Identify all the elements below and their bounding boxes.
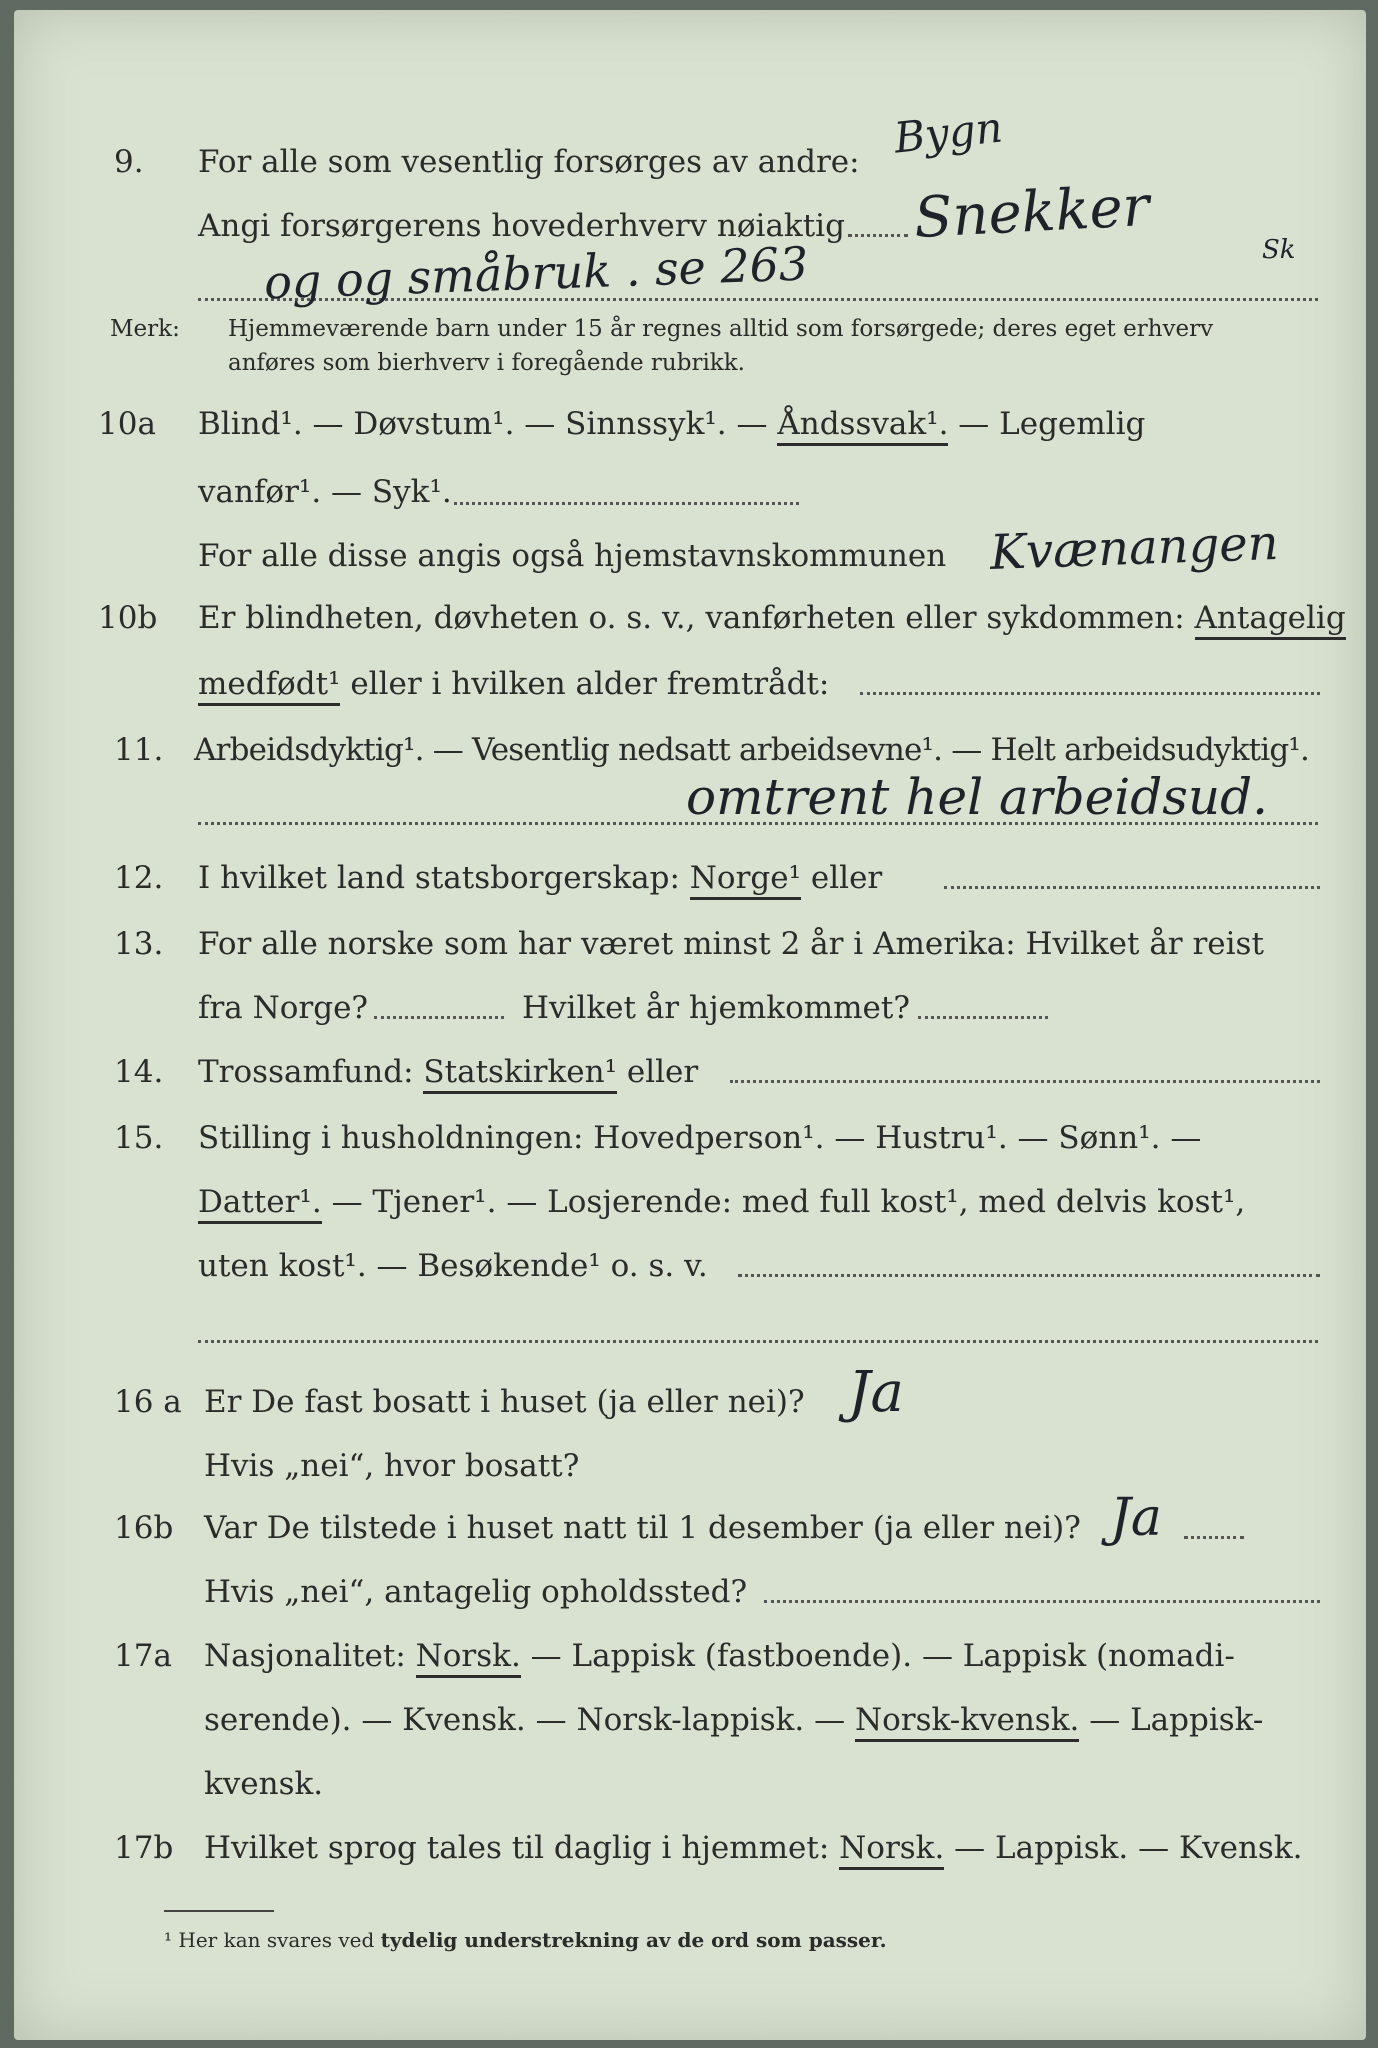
q15-tjener: — Tjener¹. — Losjerende: med full kost¹, med delvis kost¹, [331,1184,1246,1220]
q15-extra-line [198,1340,1318,1343]
q16a-handwritten-answer: Ja [848,1360,904,1425]
q10a-line2: vanfør¹. — Syk¹. [198,474,452,510]
q9-handwritten-margin: Sk [1262,235,1296,265]
q12-number: 12. [114,860,164,896]
q14-question: Trossamfund: [198,1054,414,1090]
q10a-handwritten-answer: Kvænangen [989,514,1280,582]
q15-line2 [198,1182,1245,1222]
q14-eller: eller [626,1054,699,1090]
q9-handwritten-answer: Snekker [912,173,1151,252]
q11-number: 11. [114,732,164,768]
q10b-question: Er blindheten, døvheten o. s. v., vanførheten eller sykdommen: [198,600,1185,636]
q10a-line3: For alle disse angis også hjemstavnskommunen [198,538,947,574]
q15-line3: uten kost¹. — Besøkende¹ o. s. v. [198,1248,708,1284]
q16a-number: 16 a [114,1384,182,1420]
q10b-answer-line [860,692,1320,695]
q17a-lappisk: — Lappisk (fastboende). — Lappisk (nomadi- [530,1638,1235,1674]
q16a-line1: Er De fast bosatt i huset (ja eller nei)? [204,1384,805,1420]
merk-line1: Hjemmeværende barn under 15 år regnes alltid som forsørgede; deres eget erhverv [228,316,1214,342]
q13-line2b: Hvilket år hjemkommet? [522,990,910,1026]
q17a-number: 17a [114,1638,172,1674]
q10b-medfodt-underlined: medfødt¹ [198,666,340,706]
q10b-line2 [198,664,829,704]
q17a-line1 [204,1636,1235,1676]
q9-line2: Angi forsørgerens hovederhverv nøiaktig [198,208,845,244]
q17a-serende: serende). — Kvensk. — Norsk-lappisk. — [204,1702,846,1738]
q10a-line1 [198,404,1145,444]
q10b-antagelig-underlined: Antagelig [1195,600,1346,640]
q10b-alder: eller i hvilken alder fremtrådt: [350,666,830,702]
q16b-handwritten-answer: Ja [1110,1488,1162,1548]
q11-handwritten-answer: omtrent hel arbeidsud. [686,768,1269,826]
q16b-line2: Hvis „nei“, antagelig opholdssted? [204,1574,748,1610]
footnote-bold-text: tydelig understrekning av de ord som passer. [380,1928,887,1952]
q14-number: 14. [114,1054,164,1090]
q17b-line [204,1828,1302,1868]
footnote-mark: ¹ [164,1928,173,1952]
q12-eller: eller [810,860,883,896]
q11-line1: Arbeidsdyktig¹. — Vesentlig nedsatt arbeidsevne¹. — Helt arbeidsudyktig¹. [194,732,1310,768]
q10a-andssvak-underlined: Åndssvak¹. [777,406,948,446]
q17b-question: Hvilket sprog tales til daglig i hjemmet: [204,1830,830,1866]
merk-label: Merk: [110,316,180,342]
q16b-line1: Var De tilstede i huset natt til 1 desember (ja eller nei)? [204,1510,1081,1546]
q15-line1: Stilling i husholdningen: Hovedperson¹. — Hustru¹. — Sønn¹. — [198,1120,1202,1156]
q17a-norsk-kvensk-underlined: Norsk-kvensk. [855,1702,1079,1742]
q10a-syk-line [454,502,799,505]
q15-answer-line [738,1274,1320,1277]
q17b-number: 17b [114,1830,174,1866]
q16a-line2: Hvis „nei“, hvor bosatt? [204,1448,580,1484]
q17a-line2 [204,1700,1263,1740]
q9-number: 9. [114,144,144,180]
q10a-blind-options: Blind¹. — Døvstum¹. — Sinnssyk¹. — [198,406,768,442]
q13-hjemkommet-line [918,1016,1048,1019]
q16b-opholdssted-line [764,1600,1320,1603]
merk-line2: anføres som bierhverv i foregående rubrikk. [228,350,745,376]
q9-dotted-line [848,234,908,237]
q17a-norsk-underlined: Norsk. [416,1638,521,1678]
q17a-line3: kvensk. [204,1766,324,1802]
footnote-text: Her kan svares ved [178,1928,375,1952]
q9-handwritten-line3: og og småbruk . se 263 [263,236,810,310]
q17b-options: — Lappisk. — Kvensk. [954,1830,1303,1866]
q12-line [198,858,882,898]
q10a-number: 10a [98,406,156,442]
q14-statskirken-underlined: Statskirken¹ [423,1054,617,1094]
footnote-rule [164,1910,274,1912]
q9-handwritten-bygn: Bygn [891,102,1005,163]
q17b-norsk-underlined: Norsk. [839,1830,944,1870]
q16b-answer-line [1184,1536,1244,1539]
q15-datter-underlined: Datter¹. [198,1184,322,1224]
q13-reist-line [374,1016,504,1019]
q17a-nasjonalitet: Nasjonalitet: [204,1638,406,1674]
q10b-line1 [198,598,1346,638]
census-form-page [14,10,1366,2040]
q14-answer-line [730,1080,1320,1083]
q13-line2a: fra Norge? [198,990,369,1026]
q14-line [198,1052,698,1092]
q9-line1: For alle som vesentlig forsørges av andre: [198,144,860,180]
q13-line1: For alle norske som har været minst 2 år i Amerika: Hvilket år reist [198,926,1264,962]
q13-number: 13. [114,926,164,962]
footnote [164,1928,887,1952]
q16b-number: 16b [114,1510,174,1546]
q12-answer-line [944,886,1320,889]
q17a-lappisk-kvensk: — Lappisk- [1089,1702,1264,1738]
q10a-legemlig: — Legemlig [958,406,1146,442]
q15-number: 15. [114,1120,164,1156]
q12-question: I hvilket land statsborgerskap: [198,860,680,896]
q12-norge-underlined: Norge¹ [690,860,801,900]
q10b-number: 10b [98,600,158,636]
